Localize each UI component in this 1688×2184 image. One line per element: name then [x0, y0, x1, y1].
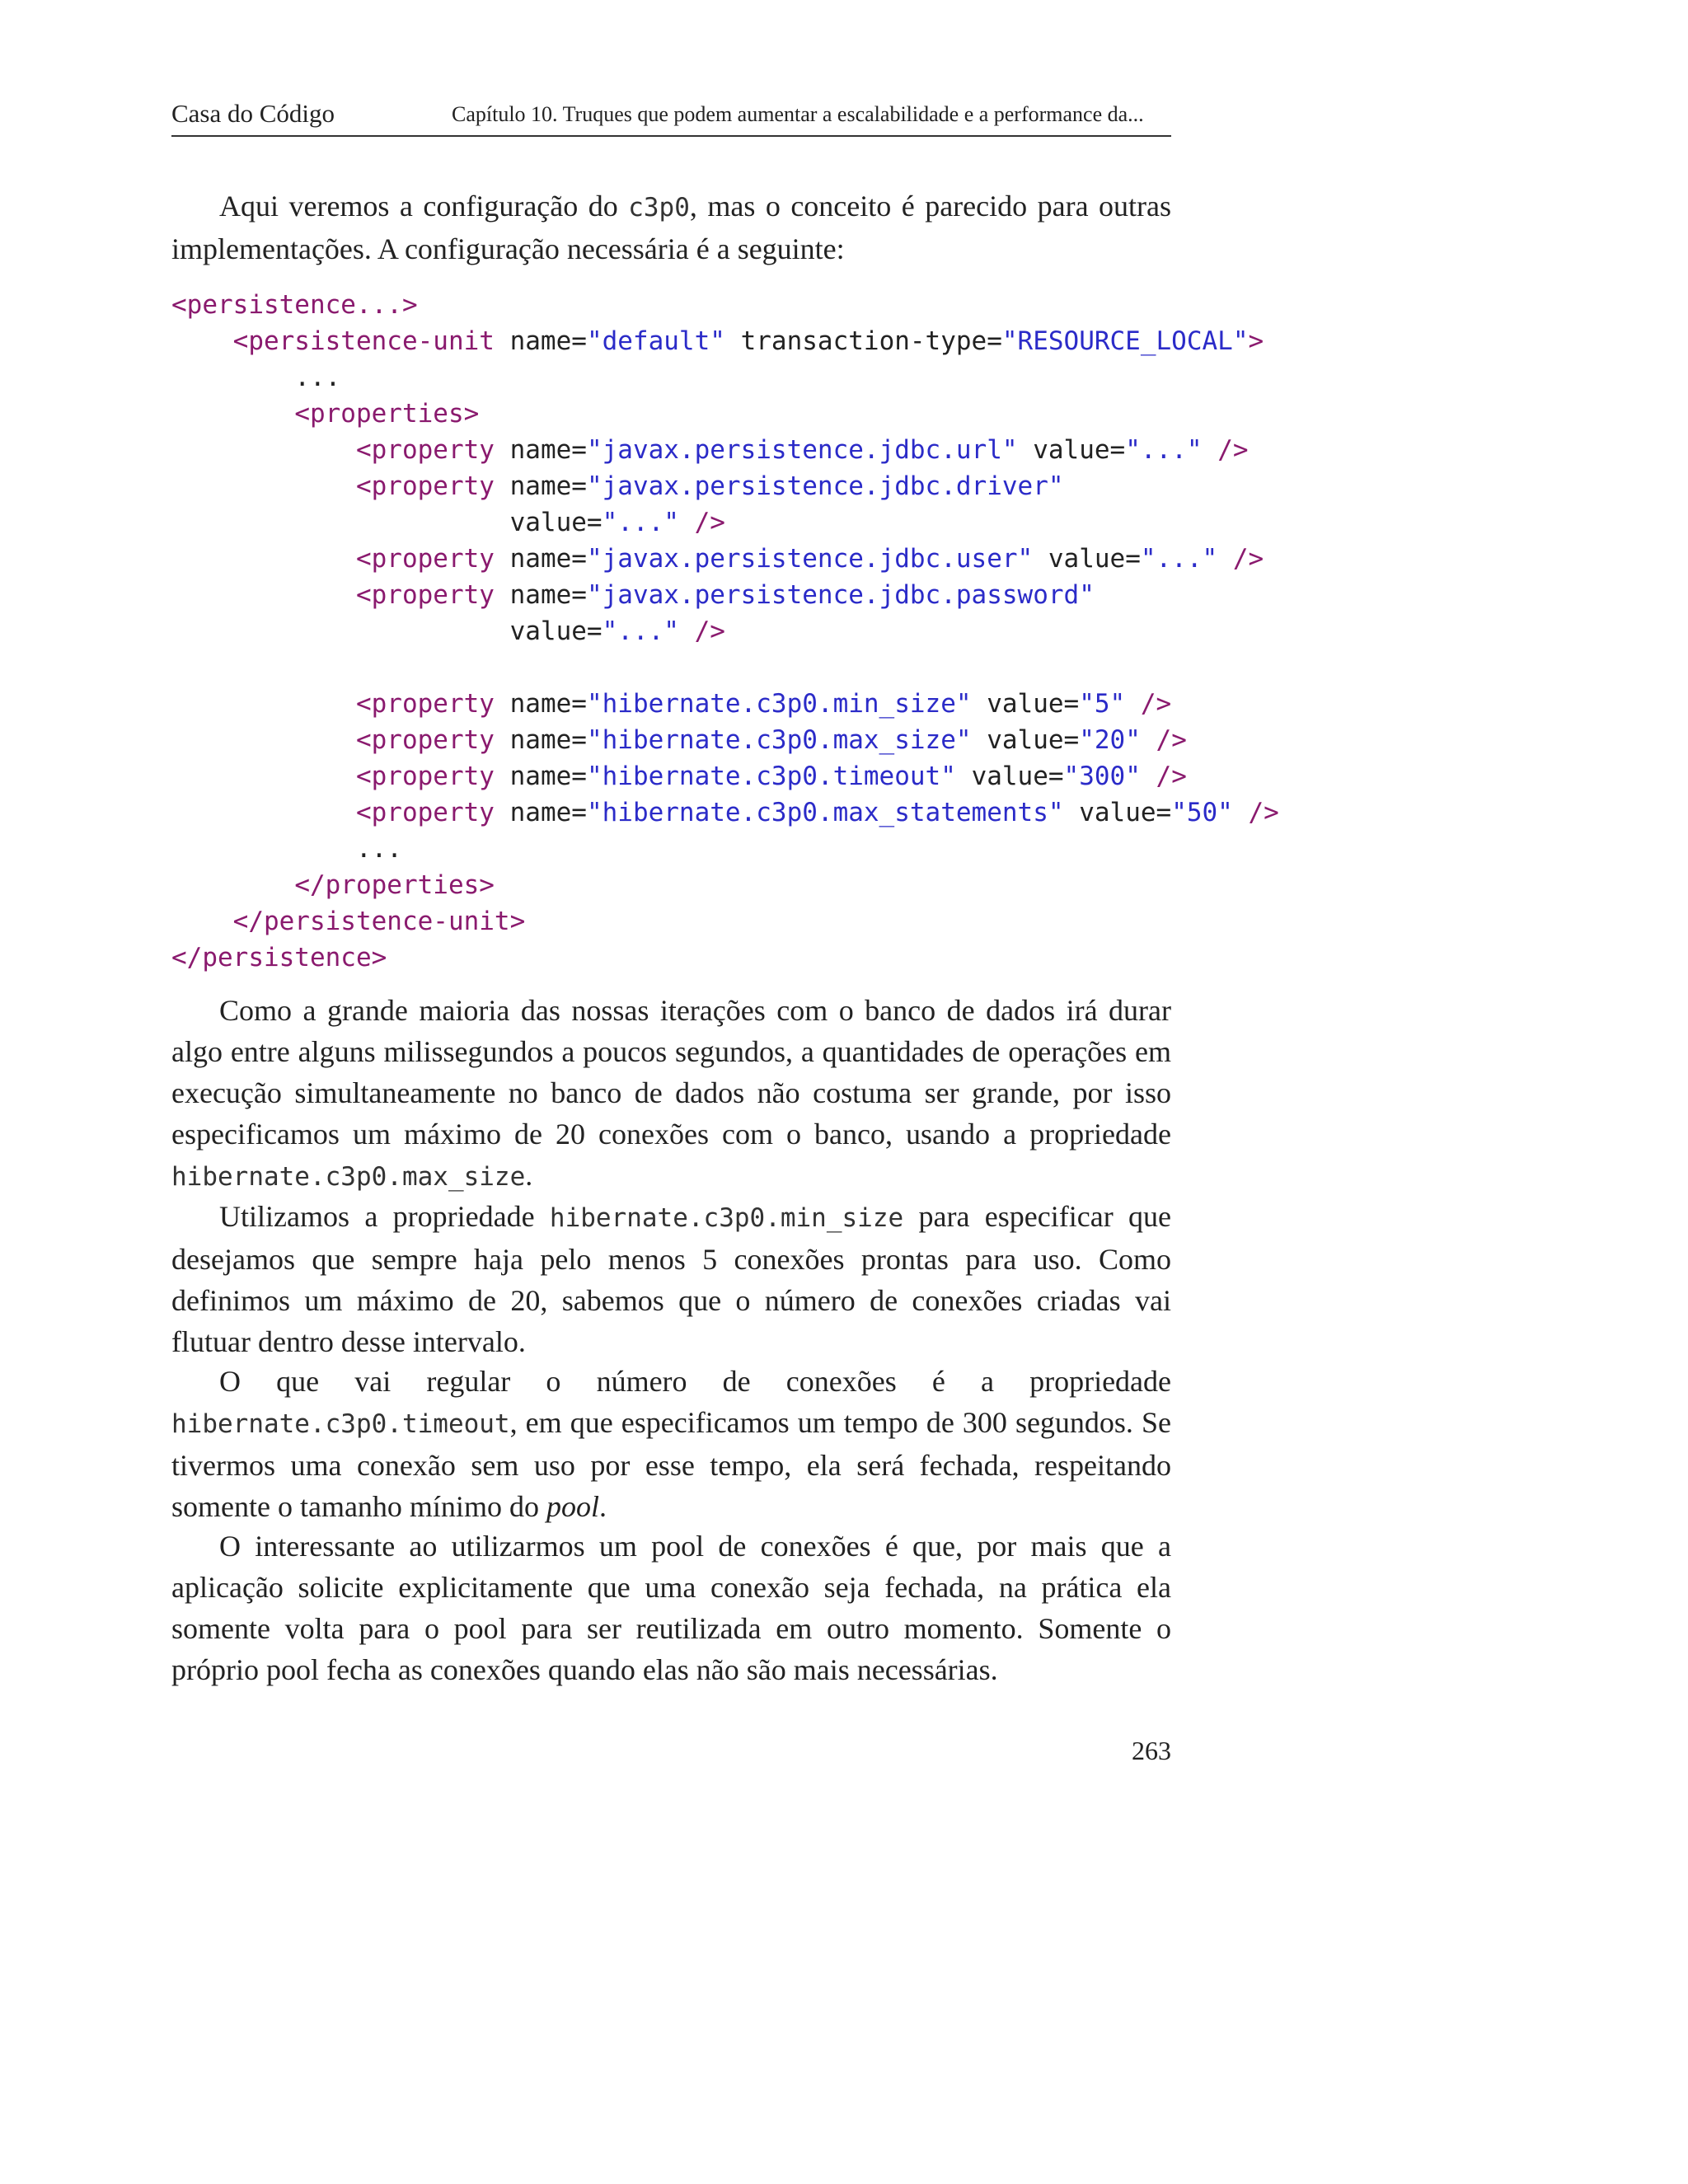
para3-text-after: . — [598, 1490, 607, 1523]
code-ellipsis: ... — [294, 363, 341, 392]
code-persistence-open: <persistence...> — [171, 290, 418, 320]
code-attr: value= — [1048, 544, 1141, 574]
code-attr: name= — [509, 471, 587, 501]
para3-text: O que vai regular o número de conexões é a propriedade — [219, 1365, 1171, 1398]
code-string: "hibernate.c3p0.min_size" — [586, 689, 972, 719]
code-tag: <property — [355, 798, 495, 827]
code-string: "hibernate.c3p0.max_statements" — [586, 798, 1064, 827]
code-attr: value= — [1033, 435, 1126, 465]
para1-code-term: hibernate.c3p0.max_size — [171, 1162, 526, 1192]
code-tag-close: /> — [1156, 762, 1187, 791]
paragraph-pool — [171, 1526, 1171, 1690]
code-string: "50" — [1171, 798, 1233, 827]
code-string: "hibernate.c3p0.max_size" — [586, 725, 972, 755]
code-tag: <property — [355, 580, 495, 610]
code-ellipsis: ... — [355, 834, 402, 864]
code-string: "20" — [1079, 725, 1141, 755]
paragraph-min-size — [171, 1196, 1171, 1362]
code-attr: name= — [509, 725, 587, 755]
code-tag-close: /> — [1140, 689, 1172, 719]
code-string: "javax.persistence.jdbc.driver" — [586, 471, 1064, 501]
code-listing — [171, 287, 1279, 976]
code-attr: value= — [509, 616, 603, 646]
intro-code-term: c3p0 — [628, 193, 690, 223]
code-string: "..." — [1125, 435, 1203, 465]
code-attr: name= — [509, 798, 587, 827]
code-string: "RESOURCE_LOCAL" — [1001, 326, 1249, 356]
book-title: Casa do Código — [171, 99, 335, 128]
intro-paragraph — [171, 185, 1171, 269]
code-attr: value= — [509, 508, 603, 537]
para2-text-after: para especificar que desejamos que sempre haja pelo menos 5 conexões prontas para uso. Como definimos um máximo de 20, sabemos que o número de conexões criadas vai flutuar dentro desse intervalo. — [171, 1200, 1172, 1358]
code-string: "5" — [1079, 689, 1126, 719]
code-attr: name= — [509, 762, 587, 791]
code-attr: name= — [509, 689, 587, 719]
code-tag-close: /> — [1217, 435, 1249, 465]
code-unit-close: </persistence-unit> — [232, 907, 526, 936]
para2-code-term: hibernate.c3p0.min_size — [549, 1203, 904, 1233]
code-attr: name= — [509, 544, 587, 574]
code-tag-close: /> — [1232, 544, 1264, 574]
code-tag-close: /> — [694, 616, 725, 646]
para2-text: Utilizamos a propriedade — [219, 1200, 535, 1233]
code-attr: value= — [1079, 798, 1172, 827]
code-string: "javax.persistence.jdbc.url" — [586, 435, 1018, 465]
code-tag-close: /> — [1156, 725, 1187, 755]
code-tag: <property — [355, 435, 495, 465]
para4-text: O interessante ao utilizarmos um pool de conexões é que, por mais que a aplicação solicite explicitamente que uma conexão seja fechada, na prática ela somente volta para o pool para ser reutilizada em outro momento. Somente o próprio pool fecha as conexões quando elas não são mais necessárias. — [171, 1530, 1171, 1686]
code-attr: name= — [509, 580, 587, 610]
code-tag: <property — [355, 544, 495, 574]
code-tag: <property — [355, 471, 495, 501]
code-tag: <property — [355, 689, 495, 719]
code-properties-close: </properties> — [294, 870, 495, 900]
code-string: "..." — [1140, 544, 1218, 574]
para3-text-middle: , em que especificamos um tempo de 300 segundos. Se tivermos uma conexão sem uso por esse tempo, ela será fechada, respeitando somente o tamanho mínimo do — [171, 1406, 1171, 1523]
code-tag: <property — [355, 762, 495, 791]
code-string: "javax.persistence.jdbc.user" — [586, 544, 1034, 574]
code-attr: value= — [987, 725, 1080, 755]
para1-text-after: . — [525, 1159, 533, 1192]
code-attr: name= — [509, 435, 587, 465]
code-attr: value= — [987, 689, 1080, 719]
para3-code-term: hibernate.c3p0.timeout — [171, 1409, 510, 1439]
code-attr: name= — [509, 326, 587, 356]
code-string: "default" — [586, 326, 725, 356]
intro-text-before: Aqui veremos a configuração do — [219, 190, 618, 223]
code-tag: <property — [355, 725, 495, 755]
code-tag-close: /> — [1248, 798, 1279, 827]
chapter-title: Capítulo 10. Truques que podem aumentar a escalabilidade e a performance da... — [452, 102, 1144, 126]
code-string: "hibernate.c3p0.timeout" — [586, 762, 956, 791]
paragraph-timeout — [171, 1361, 1171, 1527]
code-unit-open: <persistence-unit — [232, 326, 495, 356]
paragraph-max-size — [171, 990, 1171, 1197]
code-attr: transaction-type= — [740, 326, 1002, 356]
para3-italic-term: pool — [546, 1490, 599, 1523]
running-header — [171, 97, 1171, 137]
code-string: "..." — [602, 508, 679, 537]
para1-text: Como a grande maioria das nossas iterações com o banco de dados irá durar algo entre alguns milissegundos a poucos segundos, a quantidades de operações em execução simultaneamente no banco de dados não costuma ser grande, por isso especificamos um máximo de 20 conexões com o banco, usando a propriedade — [171, 994, 1171, 1151]
code-persistence-close: </persistence> — [171, 943, 387, 972]
code-properties-open: <properties> — [294, 399, 480, 429]
intro-text-after: , mas o conceito é parecido para outras implementações. A configuração necessária é a seguinte: — [171, 190, 1172, 265]
code-string: "javax.persistence.jdbc.password" — [586, 580, 1095, 610]
code-string: "300" — [1063, 762, 1141, 791]
code-tag-close: > — [1248, 326, 1264, 356]
code-string: "..." — [602, 616, 679, 646]
code-tag-close: /> — [694, 508, 725, 537]
page-number: 263 — [1132, 1736, 1171, 1765]
code-attr: value= — [971, 762, 1064, 791]
